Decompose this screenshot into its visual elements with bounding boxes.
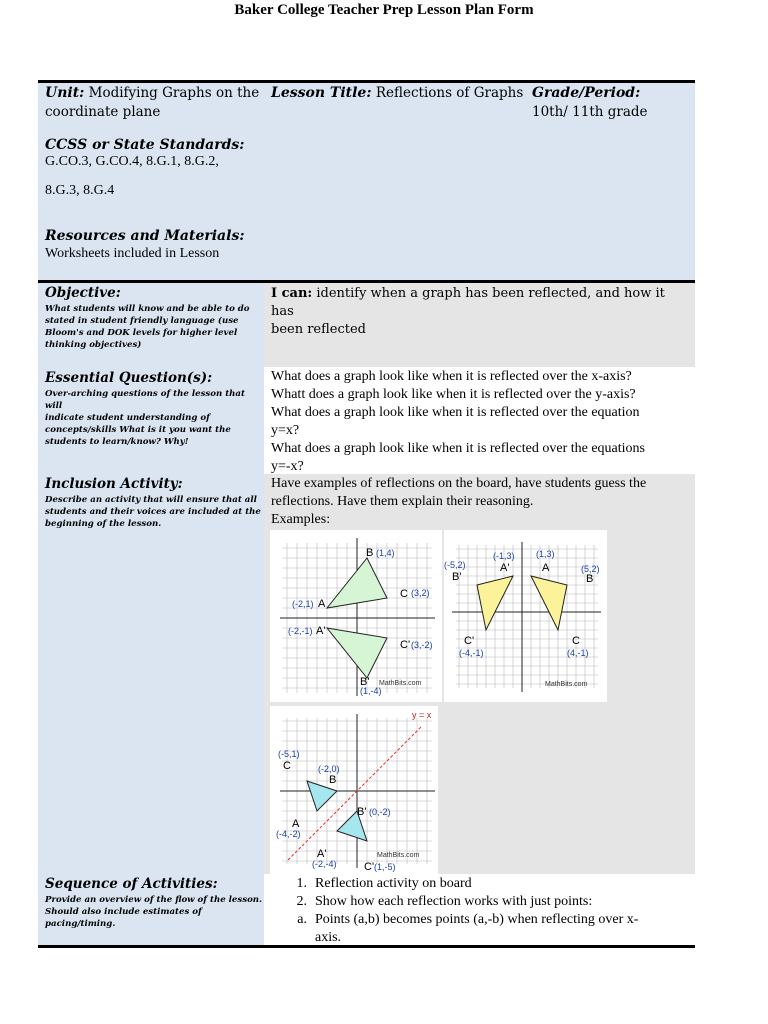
lesson-title-value: Reflections of Graphs (375, 85, 524, 101)
unit-value: Modifying Graphs on the (88, 85, 260, 101)
figure-y-axis-reflection (444, 530, 607, 702)
objective-description: What students will know and be able to do stated in student friendly language (use Bloom's and DOK levels for higher level thinking objectives) (45, 304, 250, 350)
fig2-label-cp: C' (464, 635, 475, 647)
sequence-text: Reflection activity on board (315, 876, 472, 891)
fig1-label-cp: C' (400, 639, 411, 651)
fig3-label-ap: A' (317, 848, 327, 860)
fig2-coord-b: (5,2) (581, 564, 600, 574)
fig2-label-c: C (572, 635, 580, 647)
fig3-label-b: B (329, 774, 337, 786)
fig2-label-bp: B' (452, 571, 462, 583)
ican-text-1: identify when a graph has been reflected, and how it has (271, 286, 665, 319)
sequence-marker: a. (297, 912, 307, 927)
essential-questions (271, 368, 691, 476)
question-4: What does a graph look like when it is reflected over the equations (271, 441, 645, 456)
sequence-continuation: axis. (315, 930, 342, 945)
unit-cell (45, 84, 270, 122)
fig3-credit: MathBits.com (377, 852, 420, 859)
fig3-line-label: y = x (412, 710, 432, 720)
fig1-label-a: A (318, 598, 326, 610)
inclusion-text-1: Have examples of reflections on the board, have students guess the (271, 476, 647, 491)
fig1-label-b: B (366, 547, 374, 559)
fig2-credit: MathBits.com (545, 681, 588, 688)
objective-left (45, 285, 263, 351)
fig3-coord-b: (-2,0) (318, 764, 340, 774)
objective-text (271, 285, 691, 339)
fig3-coord-bp: (0,-2) (369, 807, 391, 817)
fig1-label-bp: B' (360, 676, 370, 688)
question-1: What does a graph look like when it is reflected over the x-axis? (271, 369, 632, 384)
essential-left (45, 370, 263, 448)
ican-text-2: been reflected (271, 322, 367, 337)
examples-label: Examples: (271, 512, 331, 527)
resources-label: Resources and Materials: (45, 228, 245, 244)
lesson-title-label: Lesson Title: (271, 85, 372, 101)
fig1-coord-a: (-2,1) (292, 599, 314, 609)
figure-y-equals-x-reflection (270, 706, 438, 874)
sequence-label: Sequence of Activities: (45, 876, 218, 892)
grade-value: 10th/ 11th grade (532, 104, 648, 120)
unit-value-2: coordinate plane (45, 104, 161, 120)
fig1-label-c: C (400, 588, 408, 600)
fig1-coord-c: (3,2) (411, 588, 430, 598)
sequence-description: Provide an overview of the flow of the lesson. Should also include estimates of pacing/timing. (45, 895, 263, 929)
fig3-label-cp: C' (364, 861, 375, 873)
objective-label: Objective: (45, 285, 121, 301)
sequence-item (270, 911, 690, 929)
sequence-text: Show how each reflection works with just points: (315, 894, 593, 909)
fig3-coord-a: (-4,-2) (276, 829, 301, 839)
inclusion-description: Describe an activity that will ensure that all students and their voices are included at the beginning of the lesson. (45, 495, 261, 529)
essential-description: Over-arching questions of the lesson that will indicate student understanding of concepts/skills What is it you want the students to learn/know? Why! (45, 389, 245, 447)
question-3-cont: y=x? (271, 423, 300, 438)
fig1-coord-bp: (1,-4) (360, 686, 382, 696)
sequence-text: Points (a,b) becomes points (a,-b) when reflecting over x- (315, 912, 639, 927)
sequence-left (45, 876, 263, 930)
fig2-label-a: A (542, 562, 550, 574)
document-title: Baker College Teacher Prep Lesson Plan Form (234, 2, 534, 18)
essential-label: Essential Question(s): (45, 370, 213, 386)
inclusion-text (271, 475, 691, 529)
question-2: Whatt does a graph look like when it is reflected over the y-axis? (271, 387, 636, 402)
question-3: What does a graph look like when it is reflected over the equation (271, 405, 640, 420)
fig3-coord-cp: (1,-5) (374, 862, 396, 872)
standards-label: CCSS or State Standards: (45, 137, 245, 153)
sequence-list (270, 875, 690, 947)
fig1-coord-cp: (3,-2) (411, 640, 433, 650)
fig3-label-c: C (283, 760, 291, 772)
bottom-rule (38, 945, 695, 948)
grade-cell (532, 84, 648, 122)
fig3-label-bp: B' (357, 806, 367, 818)
grade-label: Grade/Period: (532, 85, 641, 101)
inclusion-text-2: reflections. Have them explain their reasoning. (271, 494, 534, 509)
lesson-title-cell (271, 84, 523, 103)
inclusion-label: Inclusion Activity: (45, 476, 183, 492)
fig1-label-ap: A' (316, 625, 326, 637)
fig2-label-b: B (586, 573, 594, 585)
fig1-coord-b: (1,4) (376, 548, 395, 558)
resources-value: Worksheets included in Lesson (45, 246, 220, 261)
fig2-coord-ap: (-1,3) (493, 551, 515, 561)
fig3-label-a: A (292, 818, 300, 830)
figure-x-axis-reflection (270, 530, 442, 702)
standards-line-2: 8.G.3, 8.G.4 (45, 183, 115, 198)
standards-line-1: G.CO.3, G.CO.4, 8.G.1, 8.G.2, (45, 154, 219, 169)
fig3-coord-c: (-5,1) (278, 749, 300, 759)
fig2-label-ap: A' (500, 562, 510, 574)
fig2-coord-a: (1,3) (536, 549, 555, 559)
fig2-coord-c: (4,-1) (567, 648, 589, 658)
sequence-item (270, 893, 690, 911)
unit-label: Unit: (45, 85, 85, 101)
sequence-marker: 2. (296, 894, 307, 909)
sequence-marker: 1. (296, 876, 307, 891)
fig2-coord-bp: (-5,2) (444, 560, 466, 570)
fig1-credit: MathBits.com (379, 680, 422, 687)
fig3-coord-ap: (-2,-4) (312, 859, 337, 869)
fig1-coord-ap: (-2,-1) (288, 626, 313, 636)
sequence-item (270, 875, 690, 893)
question-4-cont: y=-x? (271, 459, 304, 474)
fig2-coord-cp: (-4,-1) (459, 648, 484, 658)
ican-label: I can: (271, 286, 313, 301)
inclusion-left (45, 476, 263, 530)
